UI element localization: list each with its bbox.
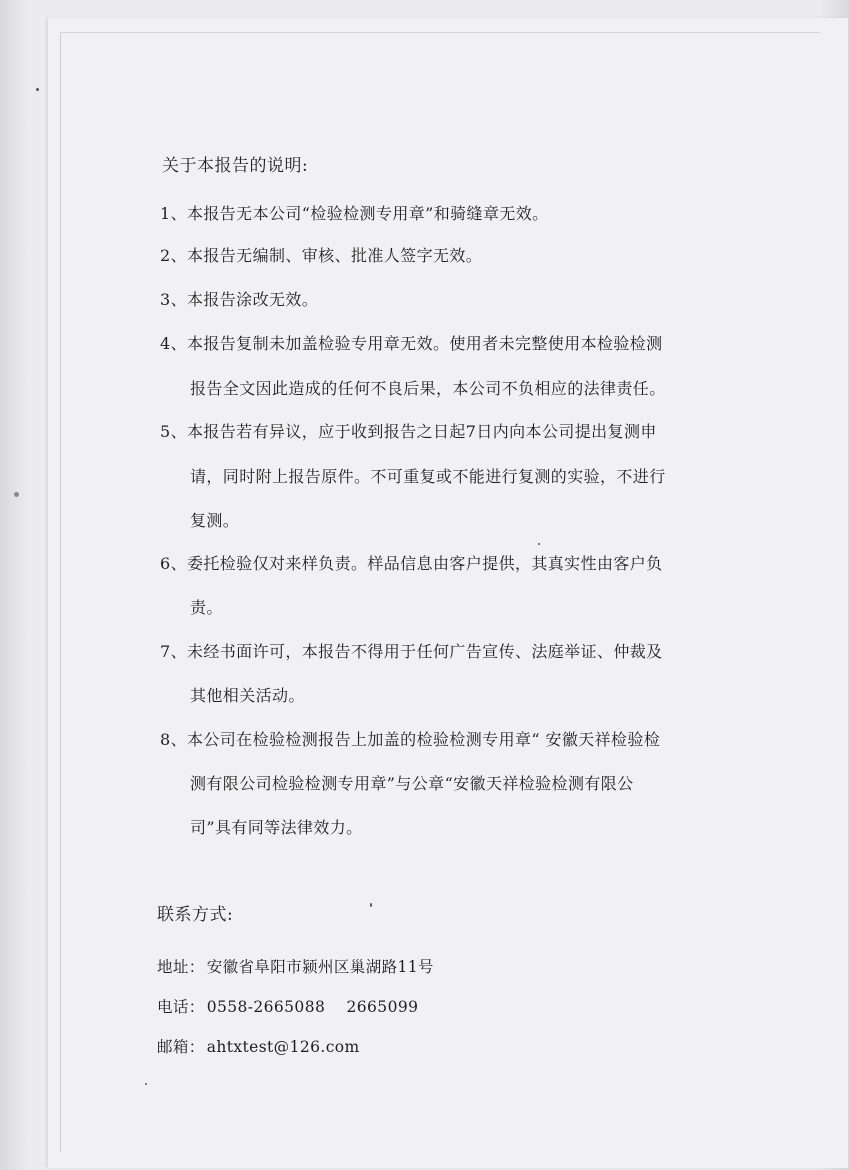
note-5-line-1: 5、本报告若有异议，应于收到报告之日起7日内向本公司提出复测申 — [160, 422, 657, 441]
email-label: 邮箱： — [157, 1038, 205, 1056]
notes-heading: 关于本报告的说明: — [162, 156, 309, 176]
note-4-line-2: 报告全文因此造成的任何不良后果，本公司不负相应的法律责任。 — [190, 379, 666, 398]
address-row — [157, 955, 434, 977]
note-6-line-1: 6、委托检验仅对来样负责。样品信息由客户提供，其真实性由客户负 — [160, 554, 663, 573]
note-6-line-2: 责。 — [190, 598, 223, 617]
contact-heading: 联系方式: — [157, 905, 234, 925]
email-value: ahtxtest@126.com — [206, 1038, 360, 1056]
phone-value: 0558-2665088 2665099 — [206, 998, 419, 1016]
address-value: 安徽省阜阳市颍州区巢湖路11号 — [206, 958, 434, 976]
scan-speck — [145, 1083, 147, 1085]
note-3-line-1: 3、本报告涂改无效。 — [160, 290, 319, 309]
note-8-line-3: 司”具有同等法律效力。 — [190, 818, 363, 837]
note-5-line-3: 复测。 — [190, 511, 240, 530]
page-top-line — [60, 32, 820, 33]
phone-row — [157, 995, 418, 1017]
note-1-line-1: 1、本报告无本公司“检验检测专用章”和骑缝章无效。 — [160, 204, 549, 223]
scan-speck — [36, 88, 39, 91]
note-8-line-1: 8、本公司在检验检测报告上加盖的检验检测专用章“ 安徽天祥检验检 — [160, 730, 661, 749]
note-7-line-1: 7、未经书面许可，本报告不得用于任何广告宣传、法庭举证、仲裁及 — [160, 642, 663, 661]
note-8-line-2: 测有限公司检验检测专用章”与公章“安徽天祥检验检测有限公 — [190, 774, 634, 793]
note-5-line-2: 请，同时附上报告原件。不可重复或不能进行复测的实验，不进行 — [190, 467, 666, 486]
note-4-line-1: 4、本报告复制未加盖检验专用章无效。使用者未完整使用本检验检测 — [160, 334, 663, 353]
phone-label: 电话： — [157, 998, 205, 1016]
scan-speck — [538, 543, 540, 545]
scan-speck — [14, 492, 19, 497]
email-row — [157, 1035, 360, 1057]
address-label: 地址： — [157, 958, 205, 976]
note-2-line-1: 2、本报告无编制、审核、批准人签字无效。 — [160, 246, 483, 265]
scan-speck — [370, 903, 372, 907]
page-margin-line — [60, 32, 61, 1152]
note-7-line-2: 其他相关活动。 — [190, 686, 305, 705]
